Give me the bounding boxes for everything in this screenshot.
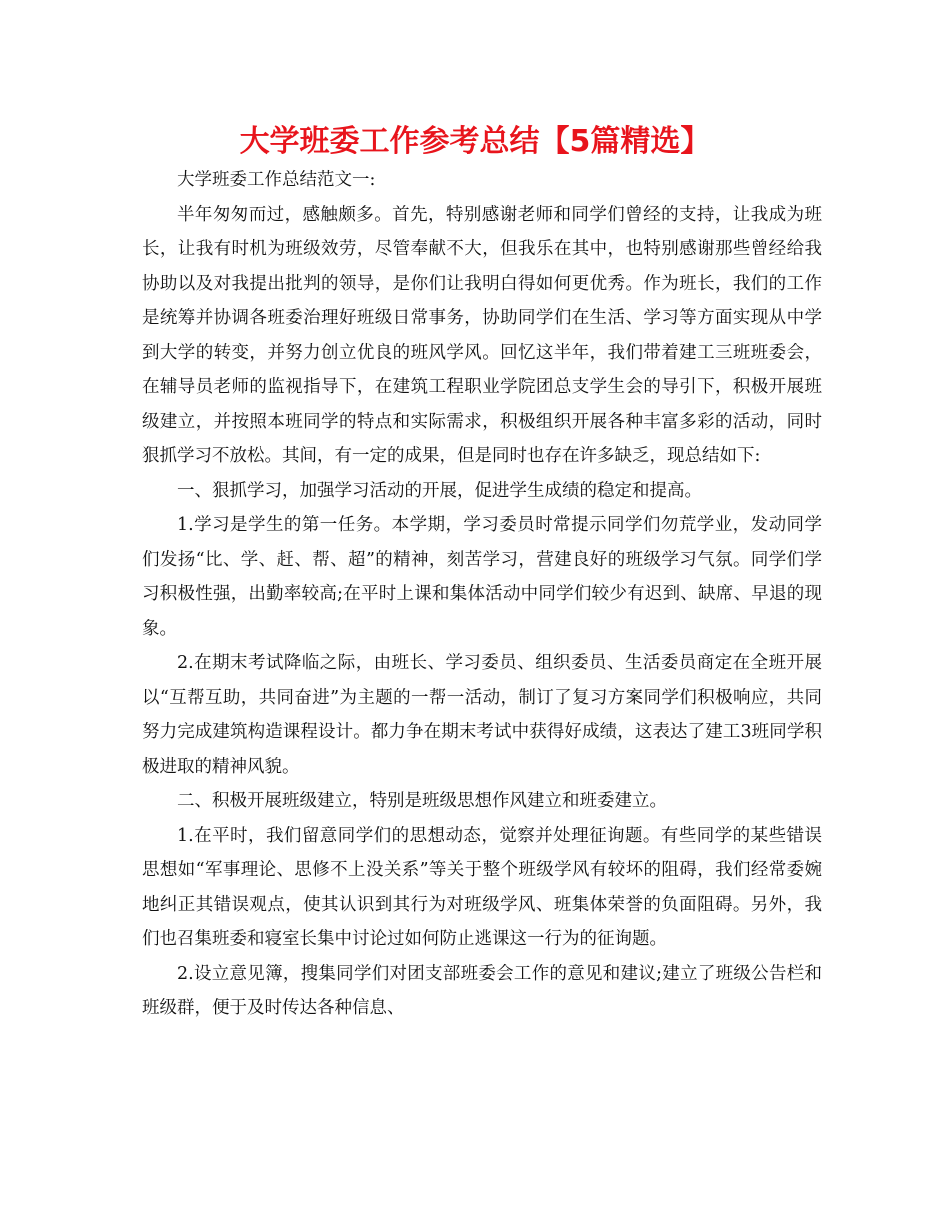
paragraph-section-two-item-1: 1.在平时，我们留意同学们的思想动态，觉察并处理征询题。有些同学的某些错误思想如“军事理论、思修不上没关系”等关于整个班级学风有较坏的阻碍，我们经常委婉地纠正其错误观点，使其认识到其行为对班级学风、班集体荣誉的负面阻碍。另外，我们也召集班委和寝室长集中讨论过如何防止逃课这一行为的征询题。: [142, 825, 822, 949]
document-body: [142, 163, 822, 1026]
document-title: 大学班委工作参考总结【5篇精选】: [239, 124, 711, 159]
paragraph-intro: 半年匆匆而过，感触颇多。首先，特别感谢老师和同学们曾经的支持，让我成为班长，让我有时机为班级效劳，尽管奉献不大，但我乐在其中，也特别感谢那些曾经给我协助以及对我提出批判的领导，是你们让我明白得如何更优秀。作为班长，我们的工作是统筹并协调各班委治理好班级日常事务，协助同学们在生活、学习等方面实现从中学到大学的转变，并努力创立优良的班风学风。回忆这半年，我们带着建工三班班委会，在辅导员老师的监视指导下，在建筑工程职业学院团总支学生会的导引下，积极开展班级建立，并按照本班同学的特点和实际需求，积极组织开展各种丰富多彩的活动，同时狠抓学习不放松。其间，有一定的成果，但是同时也存在许多缺乏，现总结如下:: [142, 204, 822, 466]
paragraph-heading-sample-one: 大学班委工作总结范文一:: [177, 170, 376, 190]
paragraph-section-one-item-1: 1.学习是学生的第一任务。本学期，学习委员时常提示同学们勿荒学业，发动同学们发扬“比、学、赶、帮、超”的精神，刻苦学习，营建良好的班级学习气氛。同学们学习积极性强，出勤率较高;在平时上课和集体活动中同学们较少有迟到、缺席、早退的现象。: [142, 515, 822, 639]
paragraph-section-two-heading: 二、积极开展班级建立，特别是班级思想作风建立和班委建立。: [177, 791, 667, 811]
paragraph-section-two-item-2: 2.设立意见簿，搜集同学们对团支部班委会工作的意见和建议;建立了班级公告栏和班级群，便于及时传达各种信息、: [142, 963, 822, 1018]
paragraph-section-one-item-2: 2.在期末考试降临之际，由班长、学习委员、组织委员、生活委员商定在全班开展以“互帮互助，共同奋进”为主题的一帮一活动，制订了复习方案同学们积极响应，共同努力完成建筑构造课程设计。都力争在期末考试中获得好成绩，这表达了建工3班同学积极进取的精神风貌。: [142, 653, 822, 777]
paragraph-section-one-heading: 一、狠抓学习，加强学习活动的开展，促进学生成绩的稳定和提高。: [177, 480, 702, 501]
